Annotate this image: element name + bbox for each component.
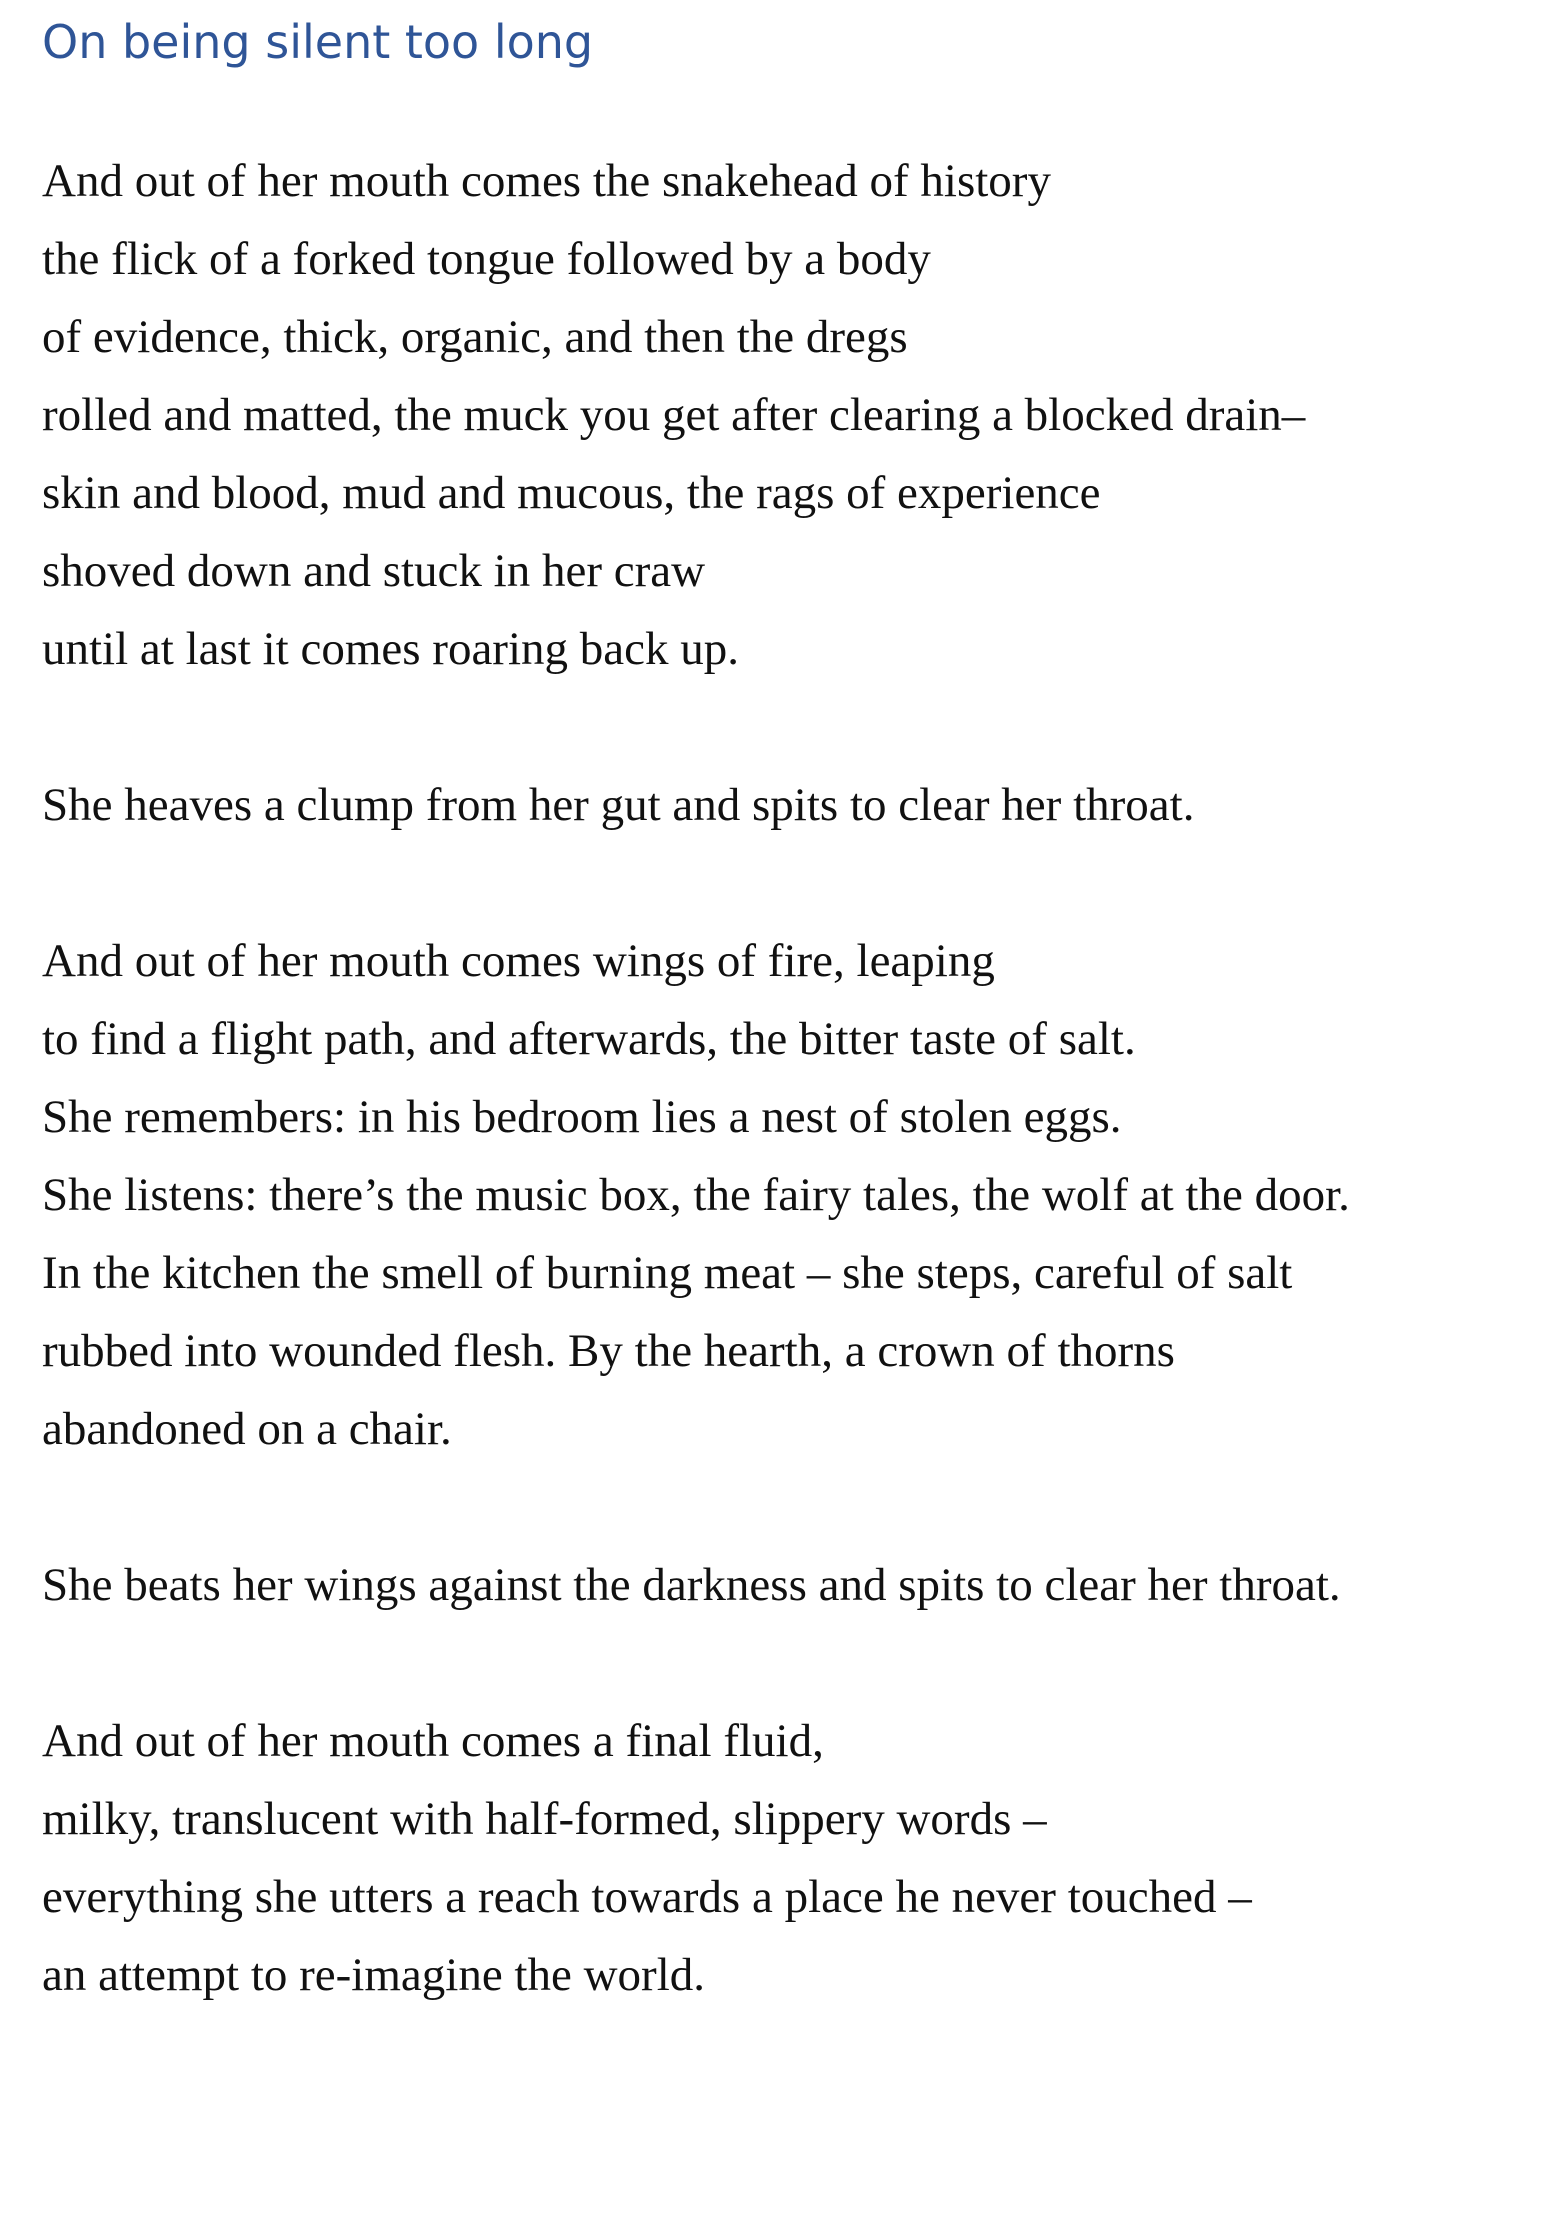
poem-line: skin and blood, mud and mucous, the rags of experience (42, 467, 1101, 519)
stanza-2 (42, 777, 1542, 855)
poem-line: everything she utters a reach towards a place he never touched – (42, 1871, 1252, 1923)
poem-line: She remembers: in his bedroom lies a nest of stolen eggs. (42, 1091, 1122, 1143)
poem-line: an attempt to re-imagine the world. (42, 1949, 706, 2001)
poem-line: And out of her mouth comes a final fluid, (42, 1715, 824, 1767)
poem-line: She beats her wings against the darkness and spits to clear her throat. (42, 1559, 1341, 1611)
poem-line: She heaves a clump from her gut and spits to clear her throat. (42, 779, 1195, 831)
poem-line: rolled and matted, the muck you get after clearing a blocked drain– (42, 389, 1306, 441)
poem-line: abandoned on a chair. (42, 1403, 452, 1455)
stanza-1 (42, 153, 1542, 699)
stanza-4 (42, 1557, 1542, 1635)
poem-body (42, 153, 1542, 2103)
poem-line: to find a flight path, and afterwards, the bitter taste of salt. (42, 1013, 1136, 1065)
poem-line: rubbed into wounded flesh. By the hearth, a crown of thorns (42, 1325, 1175, 1377)
poem-line: milky, translucent with half-formed, slippery words – (42, 1793, 1047, 1845)
poem-title: On being silent too long (42, 15, 594, 69)
poem-line: And out of her mouth comes wings of fire, leaping (42, 935, 995, 987)
stanza-3 (42, 933, 1542, 1479)
poem-line: shoved down and stuck in her craw (42, 545, 706, 597)
poem-line: the flick of a forked tongue followed by a body (42, 233, 931, 285)
poem-line: until at last it comes roaring back up. (42, 623, 739, 675)
poem-line: In the kitchen the smell of burning meat – she steps, careful of salt (42, 1247, 1293, 1299)
stanza-5 (42, 1713, 1542, 2025)
poem-line: of evidence, thick, organic, and then the dregs (42, 311, 908, 363)
poem-line: She listens: there’s the music box, the fairy tales, the wolf at the door. (42, 1169, 1350, 1221)
poem-line: And out of her mouth comes the snakehead of history (42, 155, 1051, 207)
